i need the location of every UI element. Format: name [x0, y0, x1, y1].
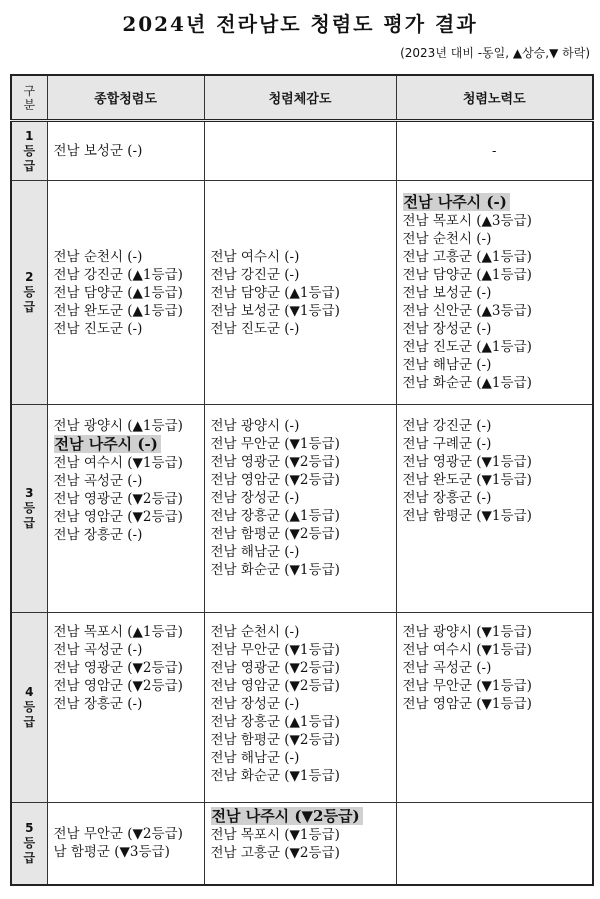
effort-cell	[396, 181, 593, 405]
institution-item: 전남 구례군 (-)	[402, 436, 492, 452]
institution-item: 전남 영광군 (▼1등급)	[402, 454, 532, 470]
institution-item: 전남 보성군 (-)	[402, 285, 492, 301]
institution-item: 전남 강진군 (-)	[210, 266, 300, 283]
grade-label-char: 등	[23, 285, 36, 299]
institution-item: 전남 무안군 (▼2등급)	[53, 826, 183, 842]
institution-item	[403, 193, 589, 212]
institution-item: 전남 곡성군 (-)	[53, 642, 143, 658]
institution-item: 전남 장성군 (-)	[210, 490, 300, 506]
institution-item: 남 함평군 (▼3등급)	[53, 844, 170, 860]
institution-item: 전남 영암군 (▼2등급)	[53, 678, 183, 694]
category-header-char: 구	[23, 83, 36, 98]
institution-item: 전남 담양군 (▲1등급)	[53, 284, 183, 301]
grade-label-char: 급	[23, 300, 36, 314]
perception-cell	[204, 613, 396, 803]
perception-cell	[204, 121, 396, 181]
institution-item: 전남 목포시 (▲1등급)	[53, 624, 183, 640]
institution-item: 전남 영암군 (▼2등급)	[53, 509, 183, 525]
column-header-comprehensive: 종합청렴도	[47, 75, 204, 121]
institution-item: 전남 영암군 (▼2등급)	[210, 678, 340, 694]
comparison-legend: (2023년 대비 -동일, ▲상승,▼ 하락)	[400, 46, 590, 60]
comprehensive-cell	[47, 121, 204, 181]
grade-label	[11, 181, 47, 405]
institution-item: 전남 순천시 (-)	[53, 248, 143, 265]
effort-cell	[396, 405, 593, 613]
institution-item: 전남 영암군 (▼2등급)	[210, 472, 340, 488]
institution-item: 전남 장흥군 (-)	[53, 696, 143, 712]
perception-cell	[204, 181, 396, 405]
institution-item: 전남 목포시 (▲3등급)	[402, 213, 532, 229]
document-title: 2024년 전라남도 청렴도 평가 결과	[122, 12, 478, 36]
institution-item: 전남 영광군 (▼2등급)	[53, 491, 183, 507]
grade-label-char: 등	[23, 835, 36, 850]
institution-item: 전남 무안군 (▼1등급)	[402, 678, 532, 694]
institution-item: 전남 장성군 (-)	[210, 696, 300, 712]
grade-label	[11, 613, 47, 803]
effort-cell	[396, 803, 593, 885]
grade-label-char: 1	[25, 128, 34, 143]
grade-label-char: 등	[23, 143, 36, 158]
grade-row-1	[11, 121, 593, 181]
institution-item: 전남 곡성군 (-)	[402, 660, 492, 676]
grade-label	[11, 803, 47, 885]
grade-label-char: 등	[23, 700, 36, 714]
institution-item	[54, 435, 200, 454]
institution-item: 전남 여수시 (▼1등급)	[402, 642, 532, 658]
institution-item: 전남 영암군 (▼1등급)	[402, 696, 532, 712]
institution-item: 전남 광양시 (▼1등급)	[402, 624, 532, 640]
institution-item: 전남 목포시 (▼1등급)	[210, 827, 340, 843]
institution-item: 전남 진도군 (-)	[53, 320, 143, 337]
integrity-results-table	[10, 74, 594, 886]
institution-item: 전남 화순군 (▲1등급)	[402, 375, 532, 391]
column-header-perception: 청렴체감도	[204, 75, 396, 121]
institution-item: 전남 완도군 (▲1등급)	[53, 302, 183, 319]
institution-item: 전남 장흥군 (-)	[53, 527, 143, 543]
institution-item: 전남 담양군 (▲1등급)	[402, 267, 532, 283]
institution-item: 전남 여수시 (▼1등급)	[53, 455, 183, 471]
institution-item: 전남 광양시 (▲1등급)	[53, 418, 183, 434]
institution-item: 전남 해남군 (-)	[210, 544, 300, 560]
grade-label	[11, 121, 47, 181]
grade-label	[11, 405, 47, 613]
institution-item: 전남 장성군 (-)	[402, 321, 492, 337]
highlighted-institution: 전남 나주시 (-)	[403, 193, 510, 211]
institution-item: 전남 순천시 (-)	[210, 624, 300, 640]
institution-item: 전남 장흥군 (-)	[402, 490, 492, 506]
institution-item: 전남 보성군 (▼1등급)	[210, 302, 340, 319]
institution-item: 전남 화순군 (▼1등급)	[210, 562, 340, 578]
institution-item: 전남 고흥군 (▼2등급)	[210, 845, 340, 861]
highlighted-institution: 전남 나주시 (▼2등급)	[211, 807, 363, 825]
category-header	[11, 75, 47, 121]
institution-item: 전남 여수시 (-)	[210, 248, 300, 265]
grade-label-char: 급	[23, 715, 36, 729]
effort-cell	[396, 613, 593, 803]
highlighted-institution: 전남 나주시 (-)	[54, 435, 161, 453]
institution-item: 전남 영광군 (▼2등급)	[53, 660, 183, 676]
institution-item: 전남 화순군 (▼1등급)	[210, 768, 340, 784]
institution-item: 전남 고흥군 (▲1등급)	[402, 249, 532, 265]
grade-label-char: 등	[23, 501, 36, 515]
comprehensive-cell	[47, 181, 204, 405]
grade-label-char: 2	[25, 270, 34, 284]
institution-item: 전남 함평군 (▼2등급)	[210, 732, 340, 748]
column-header-effort: 청렴노력도	[396, 75, 593, 121]
comprehensive-cell	[47, 613, 204, 803]
institution-item	[211, 807, 392, 826]
grade-label-char: 4	[25, 685, 34, 699]
table-header-row	[11, 75, 593, 121]
institution-item: 전남 해남군 (-)	[402, 357, 492, 373]
comprehensive-cell	[47, 803, 204, 885]
institution-item: 전남 광양시 (-)	[210, 418, 300, 434]
institution-item: 전남 순천시 (-)	[402, 231, 492, 247]
institution-item: 전남 무안군 (▼1등급)	[210, 436, 340, 452]
grade-row-4	[11, 613, 593, 803]
institution-item: 전남 완도군 (▼1등급)	[402, 472, 532, 488]
institution-item: 전남 강진군 (▲1등급)	[53, 266, 183, 283]
institution-item: 전남 진도군 (-)	[210, 320, 300, 337]
institution-item: 전남 함평군 (▼1등급)	[402, 508, 532, 524]
institution-item: 전남 보성군 (-)	[53, 143, 143, 159]
institution-item: 전남 영광군 (▼2등급)	[210, 660, 340, 676]
grade-label-char: 급	[23, 516, 36, 530]
grade-label-char: 5	[25, 820, 34, 835]
effort-cell-empty: -	[396, 121, 593, 181]
comprehensive-cell	[47, 405, 204, 613]
grade-row-5	[11, 803, 593, 885]
institution-item: 전남 곡성군 (-)	[53, 473, 143, 489]
institution-item: 전남 강진군 (-)	[402, 418, 492, 434]
grade-row-3	[11, 405, 593, 613]
grade-label-char: 급	[23, 850, 36, 865]
category-header-char: 분	[23, 97, 36, 112]
institution-item: 전남 장흥군 (▲1등급)	[210, 714, 340, 730]
institution-item: 전남 무안군 (▼1등급)	[210, 642, 340, 658]
institution-item: 전남 장흥군 (▲1등급)	[210, 508, 340, 524]
institution-item: 전남 신안군 (▲3등급)	[402, 303, 532, 319]
institution-item: 전남 담양군 (▲1등급)	[210, 284, 340, 301]
perception-cell	[204, 405, 396, 613]
grade-row-2	[11, 181, 593, 405]
institution-item: 전남 진도군 (▲1등급)	[402, 339, 532, 355]
perception-cell	[204, 803, 396, 885]
grade-label-char: 3	[25, 486, 34, 500]
institution-item: 전남 함평군 (▼2등급)	[210, 526, 340, 542]
institution-item: 전남 영광군 (▼2등급)	[210, 454, 340, 470]
grade-label-char: 급	[23, 158, 36, 173]
institution-item: 전남 해남군 (-)	[210, 750, 300, 766]
